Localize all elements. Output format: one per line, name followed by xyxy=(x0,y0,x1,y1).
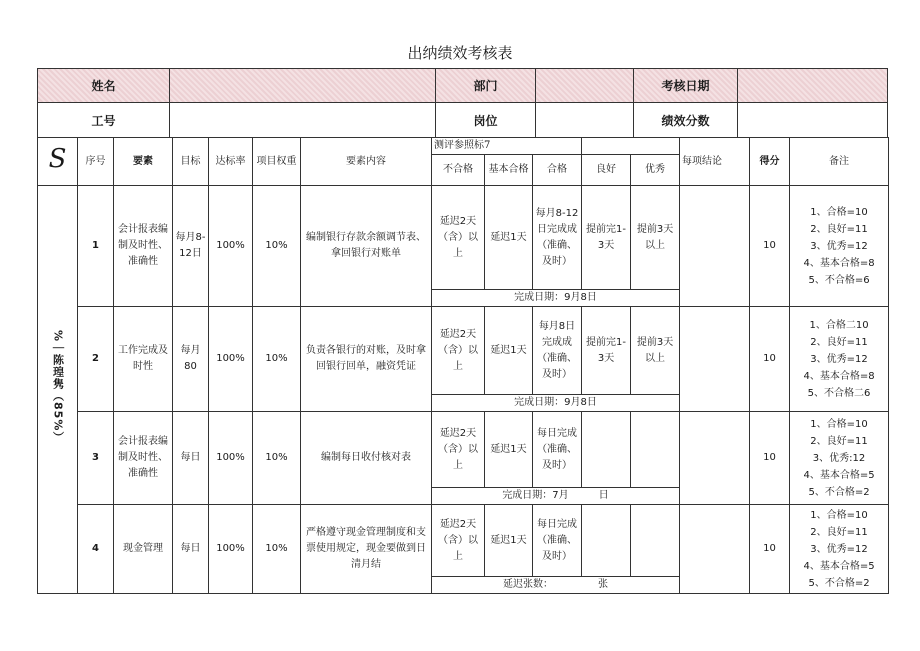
remark-line: 2、良好=11 xyxy=(810,526,868,538)
remark-line: 4、基本合格=8 xyxy=(803,257,875,269)
row-2-content: 负责各银行的对账，及时拿回银行回单，融资凭证 xyxy=(301,307,432,412)
row-1-element: 会计报表编制及时性、准确性 xyxy=(114,186,173,307)
row-3-weight: 10% xyxy=(253,412,301,505)
dept-value[interactable] xyxy=(536,69,634,102)
row-1-excellent: 提前3天以上 xyxy=(631,186,680,290)
row-3-basic: 延迟1天 xyxy=(485,412,533,488)
position-value[interactable] xyxy=(536,103,634,137)
row-1-rate: 100% xyxy=(209,186,253,307)
row-3-element: 会计报表编制及时性、准确性 xyxy=(114,412,173,505)
remark-line: 1、合格二10 xyxy=(809,319,869,331)
row-4-target: 每日 xyxy=(173,505,209,594)
row-1-seq: 1 xyxy=(78,186,114,307)
row-4-rate: 100% xyxy=(209,505,253,594)
score-value[interactable] xyxy=(738,103,889,137)
remark-line: 5、不合格=6 xyxy=(808,274,870,286)
dept-label: 部门 xyxy=(436,69,536,102)
row-1-conclusion[interactable] xyxy=(680,186,750,307)
row-4-weight: 10% xyxy=(253,505,301,594)
col-good: 良好 xyxy=(582,155,631,186)
remark-line: 3、优秀=12 xyxy=(810,543,868,555)
row-2-rate: 100% xyxy=(209,307,253,412)
row-2-target: 每月80 xyxy=(173,307,209,412)
col-rate: 达标率 xyxy=(209,138,253,186)
row-3-good xyxy=(582,412,631,488)
col-score: 得分 xyxy=(750,138,790,186)
col-conclusion: 每项结论 xyxy=(680,138,750,186)
name-value[interactable] xyxy=(170,69,436,102)
col-seq: 序号 xyxy=(78,138,114,186)
remark-line: 3、优秀=12 xyxy=(810,240,868,252)
row-2-score: 10 xyxy=(750,307,790,412)
row-4-remarks xyxy=(790,505,889,594)
header-row-2 xyxy=(37,102,888,138)
remark-line: 1、合格=10 xyxy=(810,509,868,521)
row-3-remarks xyxy=(790,412,889,505)
row-1-weight: 10% xyxy=(253,186,301,307)
row-4-footer: 延迟张数： 张 xyxy=(432,577,680,594)
score-label: 绩效分数 xyxy=(634,103,738,137)
remark-line: 5、不合格=2 xyxy=(808,577,870,589)
col-element: 要素 xyxy=(114,138,173,186)
row-4-element: 现金管理 xyxy=(114,505,173,594)
row-4-score: 10 xyxy=(750,505,790,594)
row-1-unqualified: 延迟2天（含）以上 xyxy=(432,186,485,290)
row-2-footer: 完成日期：9月8日 xyxy=(432,395,680,412)
id-label: 工号 xyxy=(38,103,170,137)
row-1-target: 每月8-12日 xyxy=(173,186,209,307)
category-label: %｜陈瑝隽（85%） xyxy=(51,329,65,444)
row-4-basic: 延迟1天 xyxy=(485,505,533,577)
row-3-excellent xyxy=(631,412,680,488)
remark-line: 1、合格=10 xyxy=(810,206,868,218)
row-3-unqualified: 延迟2天（含）以上 xyxy=(432,412,485,488)
evaluation-table xyxy=(37,137,889,594)
row-2-unqualified: 延迟2天（含）以上 xyxy=(432,307,485,395)
col-content: 要素内容 xyxy=(301,138,432,186)
remark-line: 3、优秀:12 xyxy=(812,452,866,464)
date-value[interactable] xyxy=(738,69,889,102)
row-1-qualified: 每月8-12日完成成（准确、及时） xyxy=(533,186,582,290)
row-1-score: 10 xyxy=(750,186,790,307)
row-2-element: 工作完成及时性 xyxy=(114,307,173,412)
remark-line: 5、不合格二6 xyxy=(807,387,871,399)
row-3-score: 10 xyxy=(750,412,790,505)
col-eval-group: 测评参照标7 xyxy=(432,138,582,155)
col-basic: 基本合格 xyxy=(485,155,533,186)
form-title: 出纳绩效考核表 xyxy=(407,44,513,62)
row-3-footer: 完成日期：7月 日 xyxy=(432,488,680,505)
remark-line: 4、基本合格=8 xyxy=(803,370,875,382)
row-1-good: 提前完1-3天 xyxy=(582,186,631,290)
date-label: 考核日期 xyxy=(634,69,738,102)
row-4-content: 严格遵守现金管理制度和支票使用规定，现金要做到日清月结 xyxy=(301,505,432,594)
row-2-good: 提前完1-3天 xyxy=(582,307,631,395)
row-2-conclusion[interactable] xyxy=(680,307,750,412)
remark-line: 2、良好=11 xyxy=(810,435,868,447)
header-row-1 xyxy=(37,68,888,103)
row-2-basic: 延迟1天 xyxy=(485,307,533,395)
col-remark: 备注 xyxy=(790,138,889,186)
row-4-unqualified: 延迟2天（含）以上 xyxy=(432,505,485,577)
remark-line: 2、良好=11 xyxy=(810,336,868,348)
row-1-content: 编制银行存款余额调节表、拿回银行对账单 xyxy=(301,186,432,307)
remark-line: 3、优秀=12 xyxy=(810,353,868,365)
s-glyph-icon: S xyxy=(48,143,67,174)
row-4-conclusion[interactable] xyxy=(680,505,750,594)
category-cell xyxy=(38,186,78,594)
remark-line: 2、良好=11 xyxy=(810,223,868,235)
row-3-seq: 3 xyxy=(78,412,114,505)
row-3-rate: 100% xyxy=(209,412,253,505)
row-4-excellent xyxy=(631,505,680,577)
row-3-content: 编制每日收付核对表 xyxy=(301,412,432,505)
row-2-qualified: 每月8日完成成（准确、及时） xyxy=(533,307,582,395)
row-4-qualified: 每日完成（准确、及时） xyxy=(533,505,582,577)
row-2-excellent: 提前3天以上 xyxy=(631,307,680,395)
row-3-qualified: 每日完成（准确、及时） xyxy=(533,412,582,488)
row-4-good xyxy=(582,505,631,577)
name-label: 姓名 xyxy=(38,69,170,102)
row-1-remarks xyxy=(790,186,889,307)
row-4-seq: 4 xyxy=(78,505,114,594)
remark-line: 4、基本合格=5 xyxy=(803,560,875,572)
remark-line: 4、基本合格=5 xyxy=(803,469,875,481)
row-2-remarks xyxy=(790,307,889,412)
row-2-seq: 2 xyxy=(78,307,114,412)
row-1-footer: 完成日期：9月8日 xyxy=(432,290,680,307)
id-value[interactable] xyxy=(170,103,436,137)
header-icon-cell xyxy=(38,138,78,186)
remark-line: 5、不合格=2 xyxy=(808,486,870,498)
col-excellent: 优秀 xyxy=(631,155,680,186)
remark-line: 1、合格=10 xyxy=(810,418,868,430)
col-target: 目标 xyxy=(173,138,209,186)
col-weight: 项目权重 xyxy=(253,138,301,186)
row-3-conclusion[interactable] xyxy=(680,412,750,505)
row-3-target: 每日 xyxy=(173,412,209,505)
position-label: 岗位 xyxy=(436,103,536,137)
col-unqualified: 不合格 xyxy=(432,155,485,186)
row-2-weight: 10% xyxy=(253,307,301,412)
row-1-basic: 延迟1天 xyxy=(485,186,533,290)
col-qualified: 合格 xyxy=(533,155,582,186)
